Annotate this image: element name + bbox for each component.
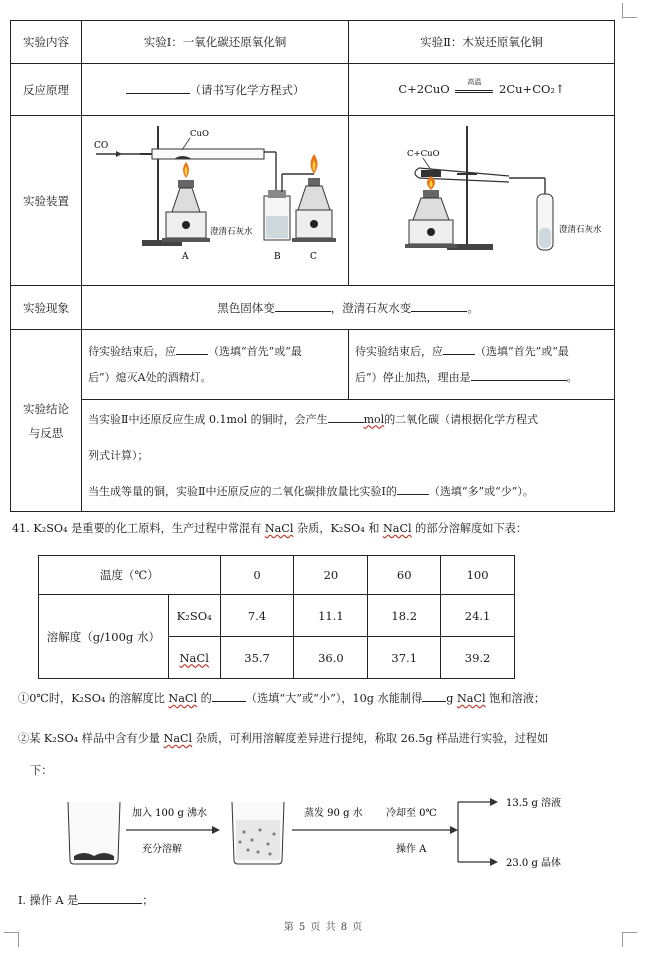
c2-end: 。 (566, 370, 578, 384)
experiment-table (10, 20, 615, 512)
q41-intro-nacl-2: NaCl (383, 522, 412, 535)
apparatus1-label-a: A (182, 252, 189, 262)
row-label-principle: 反应原理 (11, 64, 82, 116)
sol-temp-0: 0 (220, 556, 294, 595)
apparatus-2-diagram (349, 116, 613, 282)
sol-nacl-100: 39.2 (441, 637, 515, 679)
calc-blank[interactable] (328, 422, 364, 423)
exp2-title: 实验Ⅱ：木炭还原氧化铜 (349, 21, 615, 64)
phenomenon-end: 。 (467, 300, 479, 315)
phenomenon-blank-1[interactable] (275, 311, 331, 312)
apparatus2-limewater: 澄清石灰水 (559, 225, 602, 235)
conclusion-exp2-cell (349, 330, 615, 400)
sol-temp-label: 温度（℃） (39, 556, 221, 595)
exp1-title: 实验Ⅰ：一氧化碳还原氧化铜 (82, 21, 349, 64)
q2-text-b: 杂质，可利用溶解度差异进行提纯，称取 26.5g 样品进行实验，过程如 (192, 732, 549, 745)
q41-sub-i (18, 892, 154, 908)
c2-text-b: （选填“首先”或“最 (475, 344, 569, 358)
sol-temp-100: 100 (441, 556, 515, 595)
q1-text-d: g (446, 692, 457, 705)
sol-nacl-0: 35.7 (220, 637, 294, 679)
principle1-blank[interactable] (126, 93, 190, 94)
sol-substance-k2so4: K₂SO₄ (168, 595, 220, 637)
sol-solubility-label: 溶解度（g/100g 水） (39, 595, 169, 679)
c1-text-c: 后”）熄灭A处的酒精灯。 (88, 370, 212, 384)
q1-text-c: （选填“大”或“小”），10g 水能制得 (245, 692, 423, 705)
equation-right: 2Cu+CO₂↑ (499, 82, 565, 96)
calc-text-c: 列式计算）； (88, 448, 149, 462)
equation-condition: 高温 (467, 78, 482, 86)
row-label-phenomenon: 实验现象 (11, 286, 82, 330)
flow-step2: 蒸发 90 g 水 (304, 808, 363, 819)
q1-text-b: 的 (197, 692, 212, 705)
flow-step3-top: 冷却至 0℃ (386, 808, 437, 819)
c1-text-b: （选填“首先”或“最 (208, 344, 302, 358)
q41-part2-cont: 下： (30, 764, 53, 777)
equation-arrow (453, 78, 495, 97)
q2-nacl: NaCl (163, 732, 193, 745)
q2-text-a: ②某 K₂SO₄ 样品中含有少量 (18, 732, 164, 745)
exp2-principle (349, 64, 615, 116)
calculation-cell (82, 400, 615, 512)
q1-blank-2[interactable] (422, 701, 446, 702)
q41-intro-b: 杂质，K₂SO₄ 和 (293, 522, 384, 535)
apparatus1-cuo: CuO (190, 129, 210, 139)
c1-blank[interactable] (176, 354, 208, 355)
compare-text-a: 当生成等量的铜，实验Ⅱ中还原反应的二氧化碳排放量比实验Ⅰ的 (88, 484, 397, 498)
apparatus1-co: CO (94, 141, 109, 151)
process-flow-diagram (60, 790, 600, 882)
c2-blank-2[interactable] (471, 380, 567, 381)
apparatus-2-cell (349, 116, 615, 286)
corner-mark-bottom-right (622, 932, 637, 947)
apparatus-1-diagram (82, 116, 347, 282)
qi-blank[interactable] (78, 903, 142, 904)
compare-blank[interactable] (397, 494, 429, 495)
sol-nacl-20: 36.0 (294, 637, 368, 679)
q41-intro-a: 41. K₂SO₄ 是重要的化工原料，生产过程中常混有 (12, 522, 265, 535)
solubility-table (38, 555, 515, 679)
phenomenon-part1: 黑色固体变 (217, 300, 275, 315)
row-label-content: 实验内容 (11, 21, 82, 64)
q1-text-a: ①0℃时，K₂SO₄ 的溶解度比 (18, 692, 169, 705)
c2-text-a: 待实验结束后，应 (355, 344, 444, 358)
q41-intro-nacl-1: NaCl (264, 522, 294, 535)
equation-left: C+2CuO (398, 82, 450, 96)
q1-blank-1[interactable] (212, 701, 246, 702)
q1-nacl-2: NaCl (456, 692, 486, 705)
phenomenon-blank-2[interactable] (411, 311, 467, 312)
c2-text-c: 后”）停止加热，理由是 (355, 370, 471, 384)
flow-out1: 13.5 g 溶液 (506, 798, 562, 809)
conclusion-label-line2: 与反思 (28, 425, 64, 440)
flow-step1-top: 加入 100 g 沸水 (132, 808, 208, 819)
corner-mark-top-right (622, 3, 637, 18)
conclusion-exp1-cell (82, 330, 349, 400)
q1-nacl: NaCl (168, 692, 198, 705)
flow-out2: 23.0 g 晶体 (506, 858, 562, 869)
q41-intro-c: 的部分溶解度如下表： (411, 522, 528, 535)
flow-step1-bottom: 充分溶解 (142, 844, 182, 855)
qi-text-a: Ⅰ. 操作 A 是 (18, 894, 79, 907)
apparatus1-limewater: 澄清石灰水 (210, 227, 253, 237)
row-label-apparatus: 实验装置 (11, 116, 82, 286)
apparatus1-label-b: B (274, 252, 281, 262)
c1-text-a: 待实验结束后，应 (88, 344, 177, 358)
phenomenon-cell (82, 286, 615, 330)
c2-blank-1[interactable] (443, 354, 475, 355)
apparatus1-label-c: C (310, 252, 317, 262)
q41-part2 (18, 730, 548, 746)
sol-temp-60: 60 (368, 556, 441, 595)
sol-nacl-60: 37.1 (368, 637, 441, 679)
principle1-hint: （请书写化学方程式） (189, 82, 305, 97)
row-label-conclusion (11, 330, 82, 512)
qi-text-b: ； (142, 894, 154, 907)
sol-temp-20: 20 (294, 556, 368, 595)
q1-text-f: 饱和溶液； (485, 692, 546, 705)
phenomenon-part2: ，澄清石灰水变 (330, 300, 412, 315)
sol-k2so4-100: 24.1 (441, 595, 515, 637)
apparatus-1-cell (82, 116, 349, 286)
sol-substance-nacl: NaCl (168, 637, 220, 679)
q41-intro (12, 520, 527, 536)
apparatus2-reagent: C+CuO (407, 149, 440, 159)
corner-mark-bottom-left (4, 932, 19, 947)
page-footer: 第 5 页 共 8 页 (283, 922, 364, 933)
sol-k2so4-20: 11.1 (294, 595, 368, 637)
calc-text-b: 的二氧化碳（请根据化学方程式 (384, 412, 539, 426)
calc-text-a: 当实验Ⅱ中还原反应生成 0.1mol 的铜时，会产生 (88, 412, 328, 426)
calc-mol: mol (363, 412, 385, 426)
sol-k2so4-60: 18.2 (368, 595, 441, 637)
conclusion-label-line1: 实验结论 (23, 401, 70, 416)
flow-step3-bottom: 操作 A (396, 844, 427, 855)
sol-k2so4-0: 7.4 (220, 595, 294, 637)
exp1-principle (82, 64, 349, 116)
compare-text-b: （选填“多”或“少”）。 (428, 484, 534, 498)
q41-part1 (18, 690, 545, 706)
